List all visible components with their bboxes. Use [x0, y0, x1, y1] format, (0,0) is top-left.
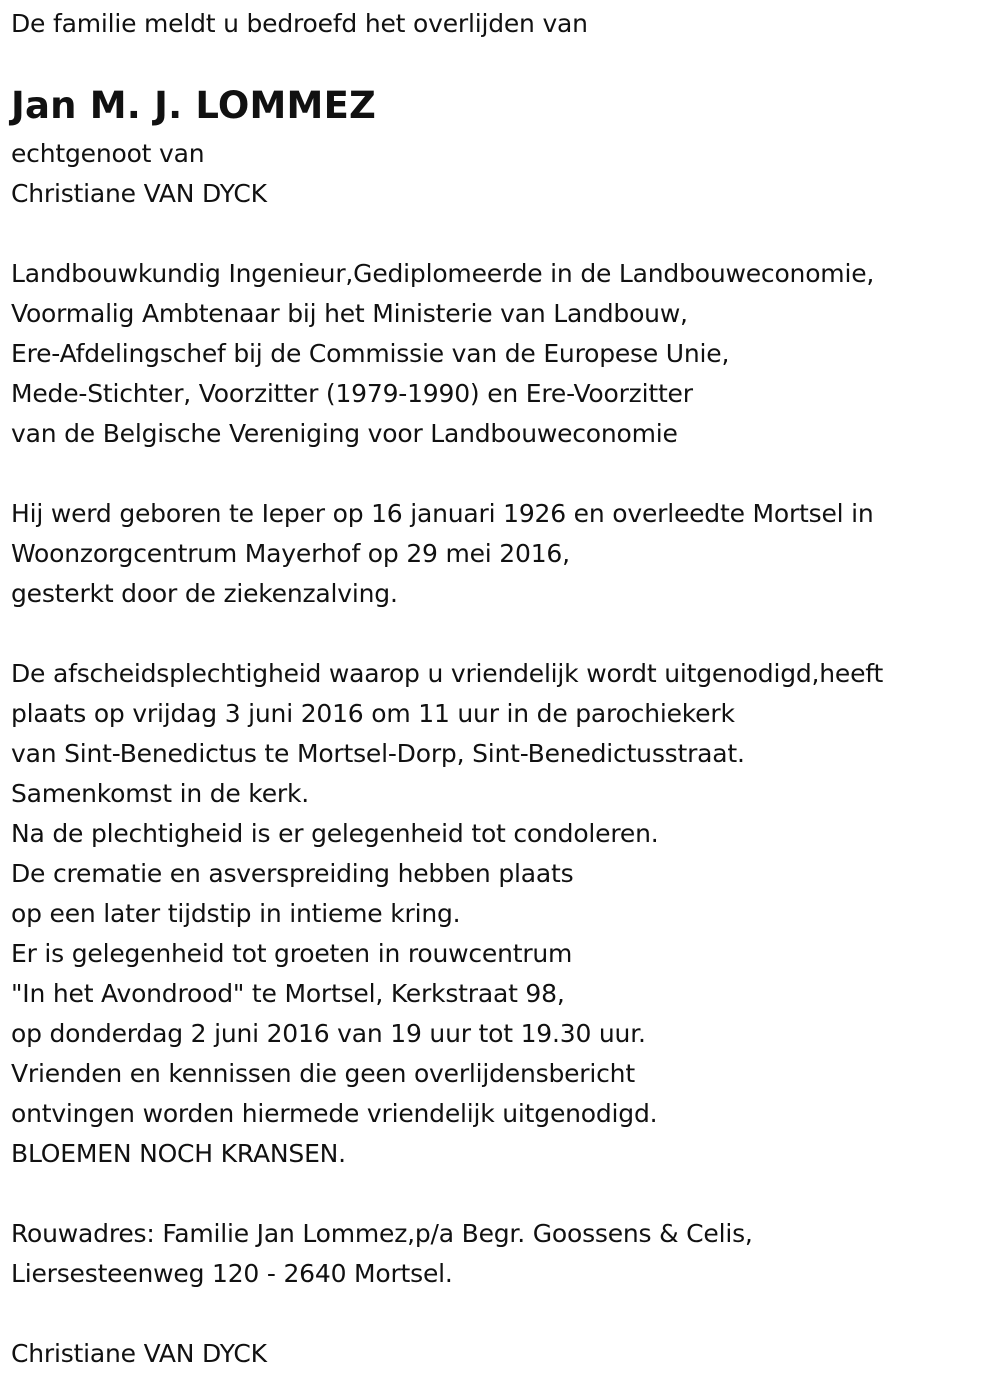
birth-death-line: Woonzorgcentrum Mayerhof op 29 mei 2016, [11, 539, 570, 568]
birth-death-line: Hij werd geboren te Ieper op 16 januari 1926 en overleedte Mortsel in [11, 499, 874, 528]
title-line: van de Belgische Vereniging voor Landbouweconomie [11, 419, 678, 448]
ceremony-line: plaats op vrijdag 3 juni 2016 om 11 uur in de parochiekerk [11, 699, 735, 728]
title-line: Landbouwkundig Ingenieur,Gediplomeerde in de Landbouweconomie, [11, 259, 875, 288]
birth-death-block [11, 494, 874, 614]
deceased-name: Jan M. J. LOMMEZ [11, 84, 377, 127]
mourning-address-block [11, 1214, 753, 1294]
ceremony-line: De crematie en asverspreiding hebben plaats [11, 859, 574, 888]
titles-block [11, 254, 874, 454]
ceremony-line: Vrienden en kennissen die geen overlijdensbericht [11, 1059, 635, 1088]
relation-line: echtgenoot van [11, 139, 205, 168]
ceremony-line: Samenkomst in de kerk. [11, 779, 309, 808]
address-line: Rouwadres: Familie Jan Lommez,p/a Begr. Goossens & Celis, [11, 1219, 753, 1248]
title-line: Voormalig Ambtenaar bij het Ministerie van Landbouw, [11, 299, 688, 328]
ceremony-line: op donderdag 2 juni 2016 van 19 uur tot 19.30 uur. [11, 1019, 646, 1048]
birth-death-line: gesterkt door de ziekenzalving. [11, 579, 398, 608]
signature-name: Christiane VAN DYCK [11, 1339, 267, 1368]
title-line: Ere-Afdelingschef bij de Commissie van de Europese Unie, [11, 339, 730, 368]
title-line: Mede-Stichter, Voorzitter (1979-1990) en Ere-Voorzitter [11, 379, 693, 408]
ceremony-block [11, 654, 883, 1174]
ceremony-line: De afscheidsplechtigheid waarop u vriendelijk wordt uitgenodigd,heeft [11, 659, 884, 688]
ceremony-line: Na de plechtigheid is er gelegenheid tot condoleren. [11, 819, 659, 848]
ceremony-line: op een later tijdstip in intieme kring. [11, 899, 461, 928]
ceremony-line: "In het Avondrood" te Mortsel, Kerkstraat 98, [11, 979, 565, 1008]
relation-block [11, 134, 267, 214]
no-flowers-note: BLOEMEN NOCH KRANSEN. [11, 1139, 346, 1168]
ceremony-line: van Sint-Benedictus te Mortsel-Dorp, Sint-Benedictusstraat. [11, 739, 745, 768]
signature-block [11, 1334, 267, 1374]
ceremony-line: ontvingen worden hiermede vriendelijk uitgenodigd. [11, 1099, 658, 1128]
ceremony-line: Er is gelegenheid tot groeten in rouwcentrum [11, 939, 573, 968]
address-line: Liersesteenweg 120 - 2640 Mortsel. [11, 1259, 453, 1288]
spouse-name: Christiane VAN DYCK [11, 179, 267, 208]
intro-text: De familie meldt u bedroefd het overlijden van [11, 9, 588, 38]
